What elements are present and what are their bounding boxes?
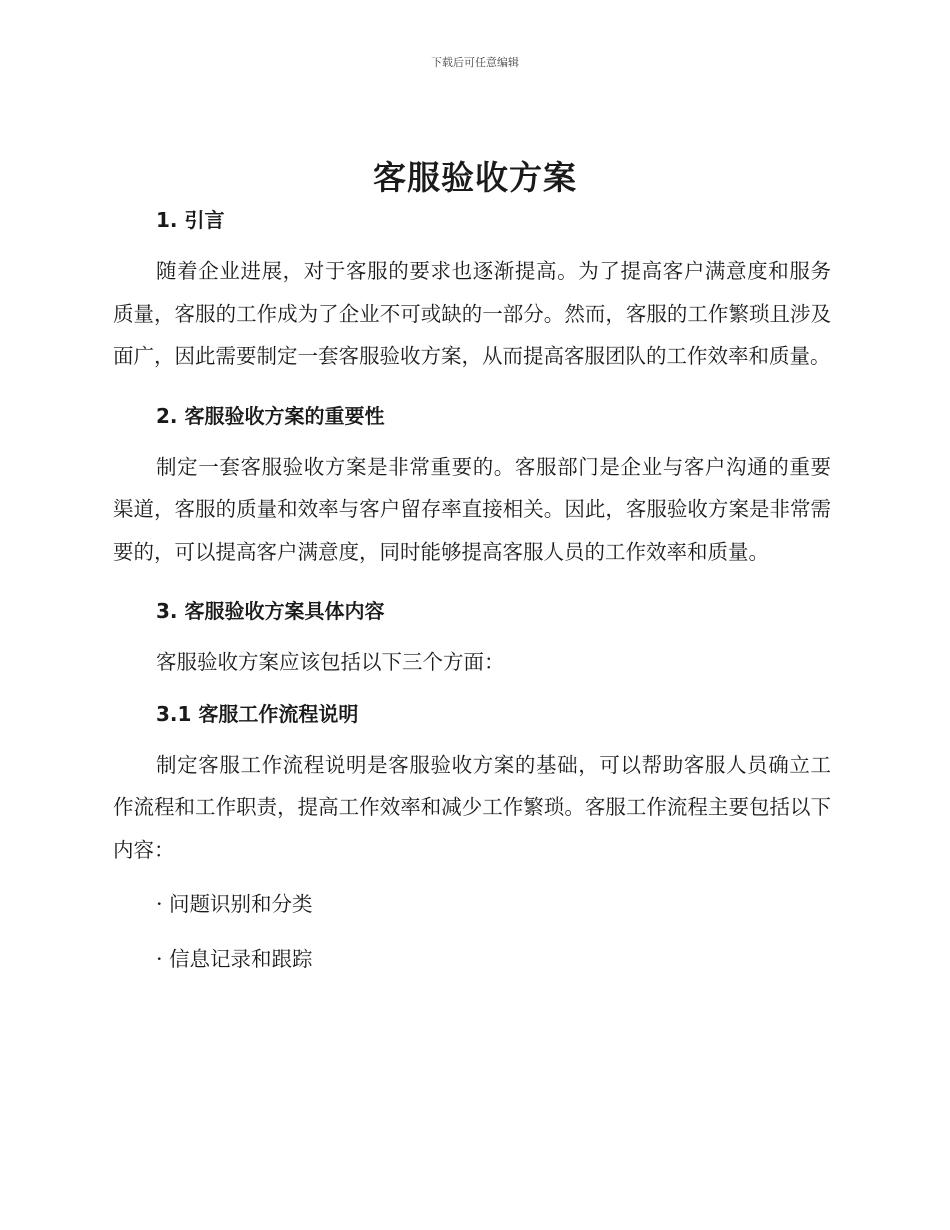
header-note: 下载后可任意编辑 [431, 56, 519, 69]
section-heading-importance: 2. 客服验收方案的重要性 [156, 403, 385, 428]
section-paragraph: 制定客服工作流程说明是客服验收方案的基础，可以帮助客服人员确立工作流程和工作职责，提高工作效率和减少工作繁琐。客服工作流程主要包括以下内容： [113, 752, 831, 862]
document-body [113, 202, 831, 980]
list-item: · 信息记录和跟踪 [156, 946, 313, 971]
section-paragraph: 随着企业进展，对于客服的要求也逐渐提高。为了提高客户满意度和服务质量，客服的工作成为了企业不可或缺的一部分。然而，客服的工作繁琐且涉及面广，因此需要制定一套客服验收方案，从而提高客服团队的工作效率和质量。 [113, 259, 831, 368]
section-heading-content: 3. 客服验收方案具体内容 [156, 599, 385, 623]
section-paragraph: 客服验收方案应该包括以下三个方面： [156, 650, 505, 674]
list-item: · 问题识别和分类 [156, 892, 313, 916]
document-title: 客服验收方案 [373, 158, 577, 197]
section-heading-intro: 1. 引言 [156, 208, 225, 232]
section-paragraph: 制定一套客服验收方案是非常重要的。客服部门是企业与客户沟通的重要渠道，客服的质量和效率与客户留存率直接相关。因此，客服验收方案是非常需要的，可以提高客户满意度，同时能够提高客服人员的工作效率和质量。 [113, 454, 831, 564]
section-heading-workflow: 3.1 客服工作流程说明 [156, 701, 359, 726]
